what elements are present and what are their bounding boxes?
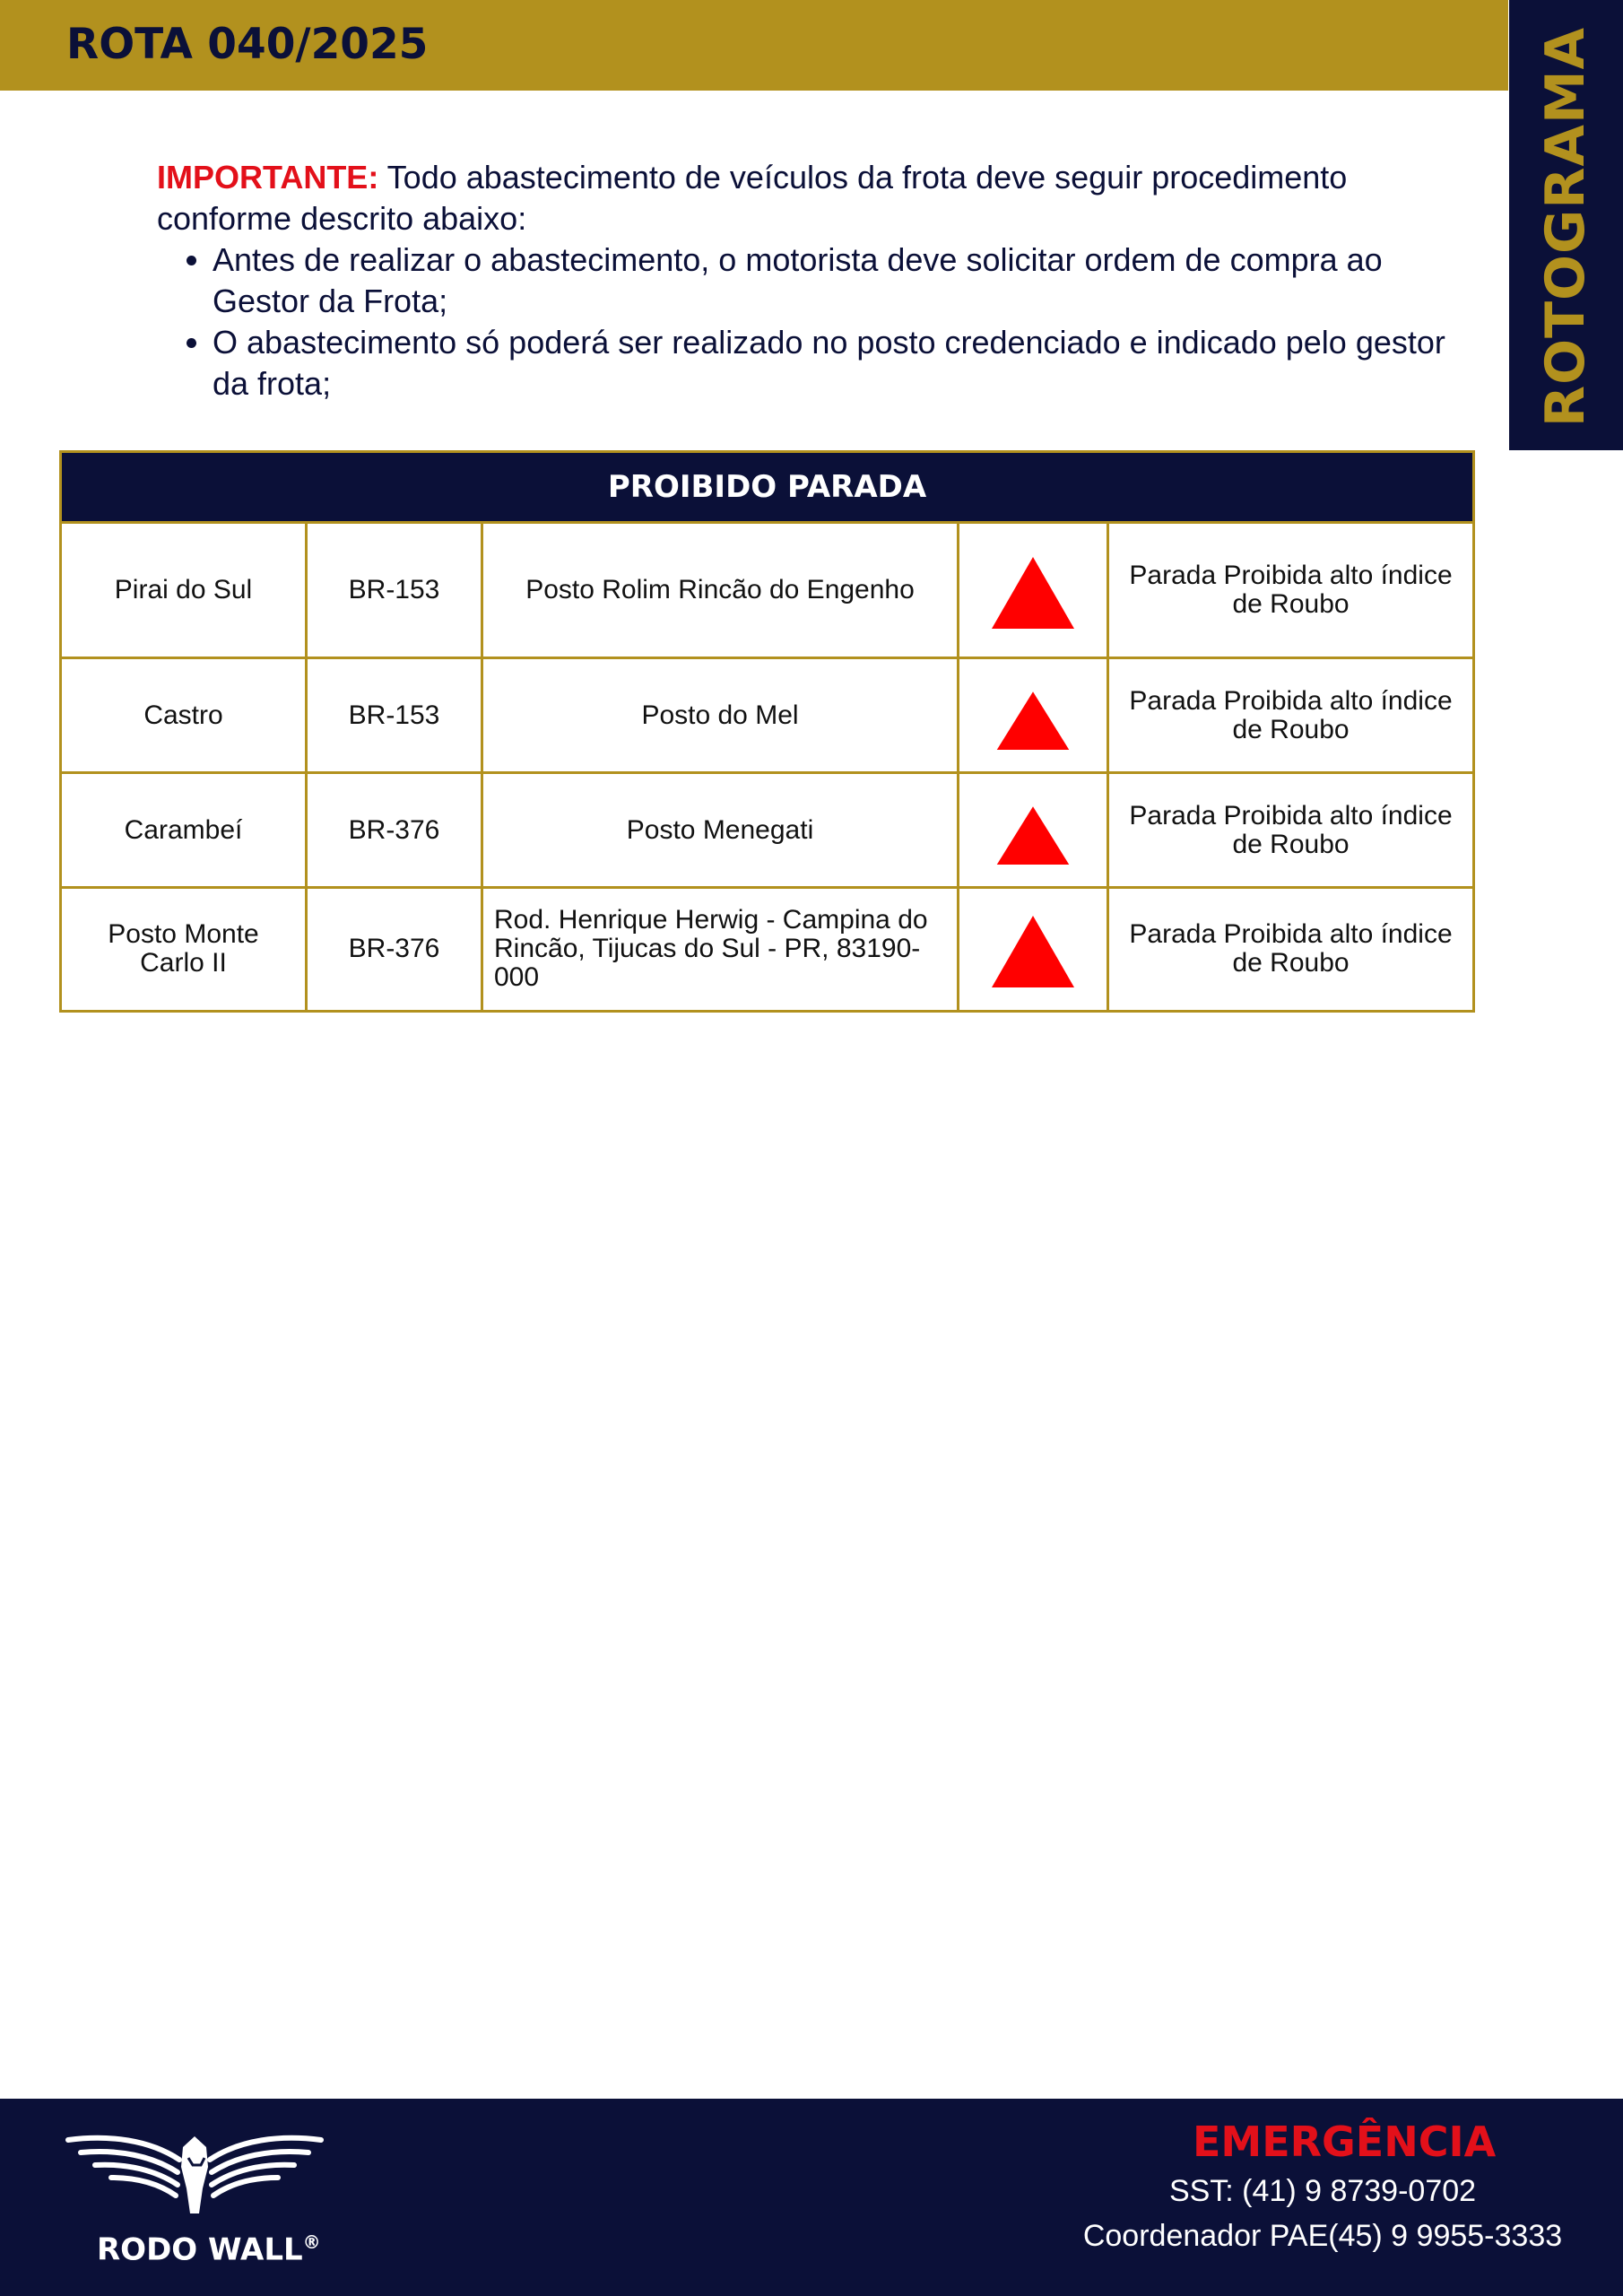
note-cell: Parada Proibida alto índice de Roubo bbox=[1108, 773, 1474, 888]
alert-cell bbox=[959, 887, 1108, 1011]
forbidden-stops-table bbox=[59, 450, 1475, 1013]
table-title: PROIBIDO PARADA bbox=[61, 452, 1474, 523]
notice-bullet: • Antes de realizar o abastecimento, o motorista deve solicitar ordem de compra ao Gestor da Frota; bbox=[213, 239, 1457, 322]
road-cell: BR-153 bbox=[307, 523, 482, 658]
road-cell: BR-153 bbox=[307, 658, 482, 773]
place-cell: Posto Rolim Rincão do Engenho bbox=[482, 523, 959, 658]
notice-bullet-list bbox=[157, 239, 1457, 404]
route-title: ROTA 040/2025 bbox=[66, 20, 429, 69]
brand-name: RODO WALL® bbox=[97, 2231, 321, 2268]
alert-cell bbox=[959, 658, 1108, 773]
warning-triangle-icon bbox=[992, 916, 1074, 987]
side-tab-label: ROTOGRAMA bbox=[1534, 26, 1597, 428]
sst-phone: SST: (41) 9 8739-0702 bbox=[1168, 2174, 1477, 2208]
road-cell: BR-376 bbox=[307, 773, 482, 888]
notice-text: Todo abastecimento de veículos da frota deve seguir procedimento conforme descrito abaixo: bbox=[157, 159, 1348, 237]
place-cell: Rod. Henrique Herwig - Campina do Rincão, Tijucas do Sul - PR, 83190-000 bbox=[482, 887, 959, 1011]
table-row bbox=[61, 523, 1474, 658]
place-cell: Posto Menegati bbox=[482, 773, 959, 888]
road-cell: BR-376 bbox=[307, 887, 482, 1011]
notice-bullet: • O abastecimento só poderá ser realizado no posto credenciado e indicado pelo gestor da frota; bbox=[213, 322, 1457, 404]
table-row bbox=[61, 887, 1474, 1011]
footer bbox=[0, 2099, 1623, 2296]
header-bar bbox=[0, 0, 1508, 91]
alert-cell bbox=[959, 773, 1108, 888]
note-cell: Parada Proibida alto índice de Roubo bbox=[1108, 887, 1474, 1011]
place-cell: Posto do Mel bbox=[482, 658, 959, 773]
note-cell: Parada Proibida alto índice de Roubo bbox=[1108, 658, 1474, 773]
warning-triangle-icon bbox=[992, 802, 1074, 865]
winged-horse-logo-icon bbox=[65, 2131, 325, 2217]
side-tab bbox=[1509, 0, 1623, 450]
table-row bbox=[61, 773, 1474, 888]
city-cell: Pirai do Sul bbox=[61, 523, 307, 658]
alert-cell bbox=[959, 523, 1108, 658]
pae-coordinator-phone: Coordenador PAE(45) 9 9955-3333 bbox=[1082, 2219, 1563, 2253]
fueling-notice bbox=[157, 157, 1457, 404]
city-cell: Posto Monte Carlo II bbox=[61, 887, 307, 1011]
emergency-title: EMERGÊNCIA bbox=[1193, 2118, 1497, 2166]
notice-label: IMPORTANTE: bbox=[157, 159, 379, 196]
city-cell: Castro bbox=[61, 658, 307, 773]
table-row bbox=[61, 658, 1474, 773]
city-cell: Carambeí bbox=[61, 773, 307, 888]
note-cell: Parada Proibida alto índice de Roubo bbox=[1108, 523, 1474, 658]
warning-triangle-icon bbox=[992, 687, 1074, 750]
warning-triangle-icon bbox=[992, 557, 1074, 629]
notice-paragraph bbox=[157, 157, 1457, 239]
